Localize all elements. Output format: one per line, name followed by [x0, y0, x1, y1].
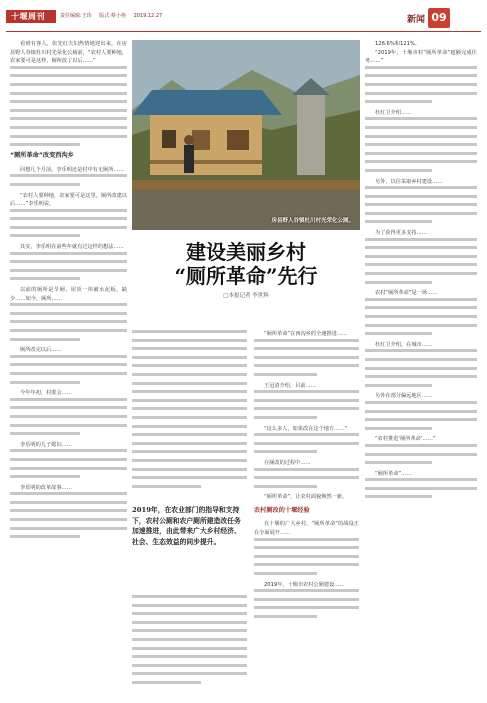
article-title-block	[132, 234, 360, 324]
paper-name-badge	[6, 10, 56, 23]
mid-paragraph: “厕所革命”，让农村面貌焕然一新。	[264, 494, 348, 501]
editor-line: 责任编辑:王玮	[60, 13, 92, 19]
left-paragraph: 以前的厕所是旱厕，屋顶一块破水泥板，缺少……如今，厕所……	[10, 287, 127, 302]
mid-paragraph: 2019年，十堰市农村公厕建设……	[264, 581, 345, 588]
page-number: 09	[428, 8, 450, 28]
right-paragraph: 农村“厕所革命”是一场……	[375, 290, 438, 297]
right-paragraph: 另外，以往采取乡村建设……	[375, 178, 443, 185]
left-paragraph: 回想几个月前，李乐明还是村中有无厕所……	[20, 166, 124, 173]
left-mid-column	[132, 330, 247, 500]
page-header	[0, 0, 487, 34]
right-paragraph: 杜红卫介绍，在城市……	[375, 341, 433, 348]
article-title-line1: 建设美丽乡村	[186, 240, 306, 264]
byline: □本报记者 李世辉	[223, 293, 269, 299]
pull-quote-text: 2019年，在农业部门的指导和支持下，农村公厕和农户厕所建造改任务加速推进，由此带来广大乡村经济、社会、生态效益的同步提升。	[132, 506, 241, 546]
mid-subhead: 农村厕改的十堰经验	[254, 506, 310, 514]
mid-paragraph: “厕所革命”在西沟乡的全速推进……	[264, 331, 348, 337]
pull-quote	[132, 505, 246, 595]
left-paragraph: 其实，李乐明在前些年就有过这样的想法……	[20, 244, 124, 251]
left-mid-column-lower	[132, 595, 247, 695]
left-paragraph: 看到有客人，张先红夫妇热情地迎出来。在房县野人谷镇杜川村光荣化公厕前，“农村人要种地，农家要可是这样，厕所改了以后……”	[10, 41, 127, 65]
right-paragraph: 杜红卫介绍……	[375, 109, 412, 116]
left-paragraph: “农村人要种地，农家要可是这里，厕所改建以后……”李乐明说。	[10, 192, 127, 208]
editor-meta	[60, 12, 168, 19]
right-paragraph: “农村推进‘厕所革命’……”	[375, 436, 436, 443]
photo-illustration	[132, 40, 360, 230]
right-paragraph: 为了获得更多支持……	[375, 230, 427, 237]
right-paragraph: 126.6%和121%。	[375, 41, 420, 47]
left-paragraph: 今年年初，村委会……	[20, 390, 72, 397]
right-paragraph: 另外在部分偏远地区……	[375, 393, 433, 400]
mid-paragraph: 王冠清介绍，目前……	[264, 382, 316, 389]
header-rule	[6, 31, 481, 32]
left-subhead: “厕所革命”改变西沟乡	[10, 152, 74, 160]
mid-paragraph: “这么多人，如果改在这个地方……”	[264, 425, 348, 432]
photo-caption: 房县野人谷镇杜川村光荣化公厕。	[271, 218, 354, 224]
right-column	[365, 40, 477, 695]
article-title-line2: “厕所革命”先行	[174, 264, 318, 288]
layout-line: 版式:蔡小艳	[99, 13, 126, 19]
mid-paragraph: 在厕改的过程中……	[264, 459, 311, 466]
mid-paragraph: 在十堰的广大乡村，“厕所革命”的战役正在全面展开……	[254, 521, 359, 537]
left-paragraph: 李乐明的改革故事……	[20, 484, 72, 491]
left-paragraph: 李乐明的儿子媳妇……	[20, 441, 72, 448]
date: 2019.12.27	[133, 13, 163, 19]
article-photo	[132, 40, 360, 230]
mid-column	[254, 330, 359, 695]
right-paragraph: “厕所革命”……	[375, 470, 412, 477]
left-column	[10, 40, 127, 695]
section-name: 新闻	[407, 15, 426, 25]
paper-name: 十堰周刊	[11, 12, 45, 21]
left-paragraph: 厕所改完以后……	[20, 347, 62, 354]
right-paragraph: “2019年，十堰市村“厕所革命”超额完成任务……”	[365, 49, 477, 65]
